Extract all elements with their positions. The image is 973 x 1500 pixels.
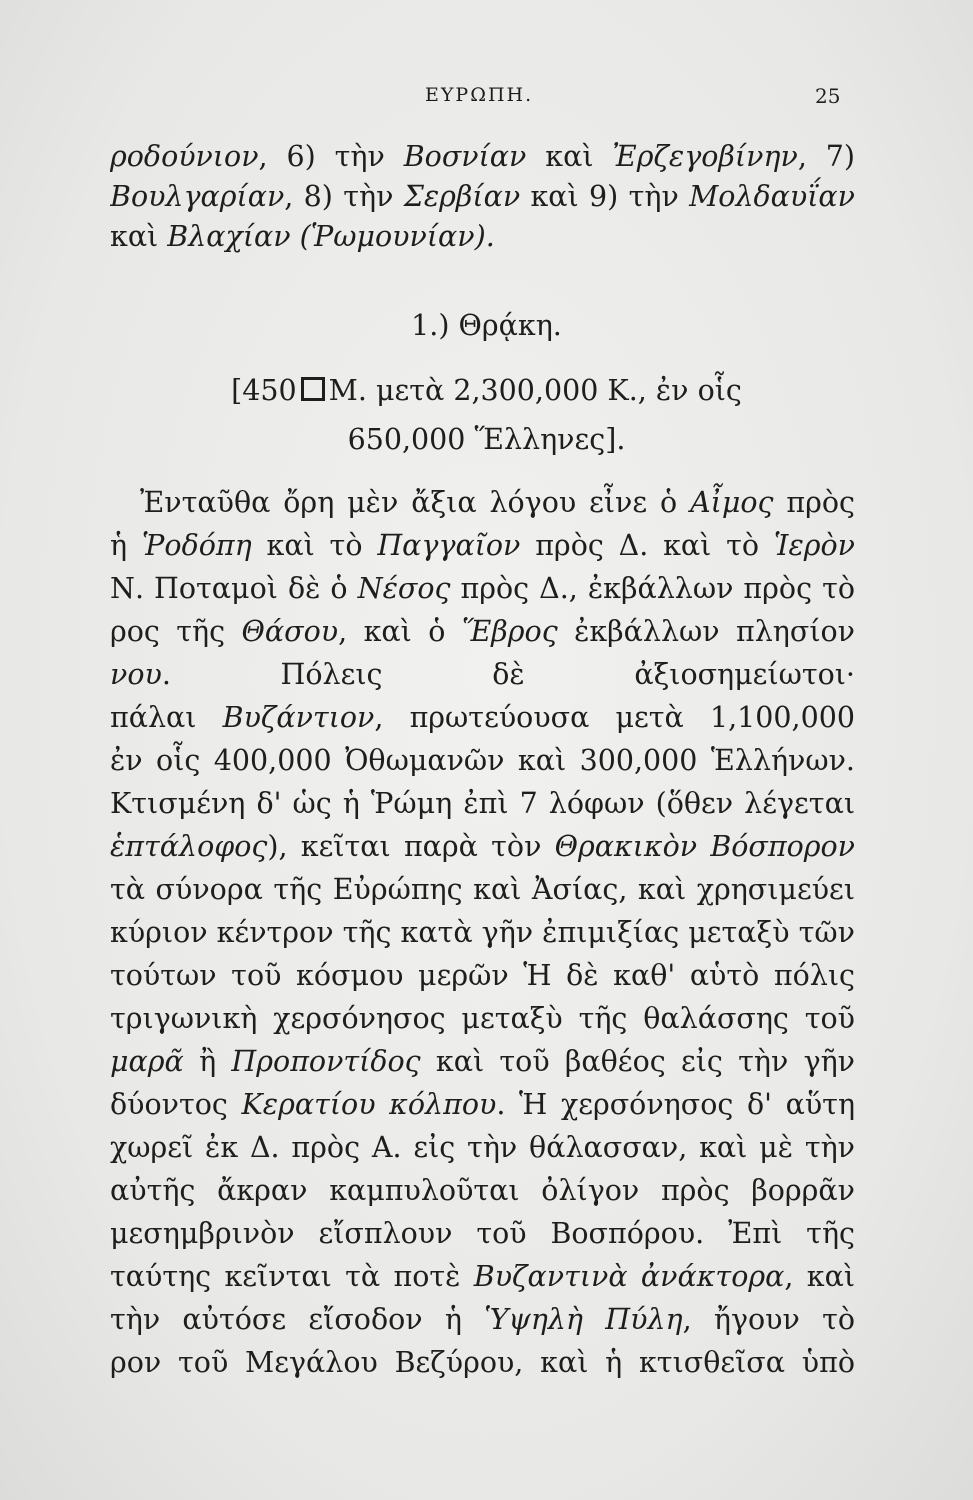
text-run: ροδούνιον	[110, 140, 259, 173]
text-line	[110, 1257, 855, 1297]
text-line	[140, 483, 855, 523]
text-line: χωρεῖ ἐκ Δ. πρὸς Α. εἰς τὴν θάλασσαν, καὶ μὲ τὴν	[110, 1131, 855, 1164]
text-run: Βυζάντιον	[222, 701, 375, 734]
text-run: καὶ	[545, 140, 594, 173]
text-run: πάλαι	[110, 701, 197, 734]
statistics-line: 650,000 Ἕλληνες].	[347, 423, 626, 456]
text-line: αὐτῆς ἄκραν καμπυλοῦται ὀλίγον πρὸς βορρᾶν	[110, 1174, 855, 1207]
running-head: ΕΥΡΩΠΗ.	[425, 84, 534, 106]
text-run: Ν. Ποταμοὶ δὲ ὁ	[110, 572, 348, 605]
text-run: Ἐρζεγοβίνην	[612, 140, 798, 173]
text-line	[110, 569, 855, 609]
text-run: ἡ	[110, 529, 128, 562]
text-run: Κερατίου κόλπου	[241, 1088, 497, 1121]
text-run: καὶ	[110, 220, 159, 253]
text-line	[110, 1042, 855, 1082]
text-run: [450	[231, 374, 297, 407]
text-line	[110, 217, 855, 257]
text-run: Βουλγαρίαν	[110, 180, 285, 213]
section-heading: 1.) Θρᾴκη.	[411, 309, 562, 342]
text-line	[110, 999, 855, 1039]
text-run: τριγωνικὴ χερσόνησος μεταξὺ τῆς θαλάσσης τοῦ	[110, 1002, 855, 1035]
text-line	[110, 1300, 855, 1340]
text-run: Ἐνταῦθα ὄρη μὲν ἄξια λόγου εἶνε ὁ	[140, 486, 678, 519]
text-run: Μ. μετὰ 2,300,000 Κ., ἐν οἷς	[328, 374, 742, 407]
text-run: μαρᾶ	[110, 1045, 184, 1078]
square-area-symbol-icon	[301, 377, 325, 401]
text-run: , ἤγουν τὸ	[682, 1303, 855, 1336]
text-run: καὶ τὸ	[266, 529, 363, 562]
text-run: , 6) τὴν	[258, 140, 385, 173]
text-run: Ἱερὸν	[773, 529, 855, 562]
text-run: Ἕβρος	[461, 615, 558, 648]
text-run: δύοντος	[110, 1088, 228, 1121]
text-run: πρὸς Δ. καὶ τὸ	[535, 529, 760, 562]
text-run: , 8) τὴν	[284, 180, 394, 213]
text-run: Ῥοδόπη	[141, 529, 252, 562]
text-line	[110, 698, 855, 738]
text-line	[110, 612, 855, 652]
text-run: καὶ 9) τὴν	[530, 180, 679, 213]
text-run: ταύτης κεῖνται τὰ ποτὲ	[110, 1260, 461, 1293]
text-run: Σερβίαν	[403, 180, 521, 213]
text-run: , καὶ	[784, 1260, 855, 1293]
page-number: 25	[815, 84, 841, 108]
text-run: Προποντίδος	[231, 1045, 421, 1078]
text-run: Μολδαυΐαν	[689, 180, 855, 213]
text-line: ρον τοῦ Μεγάλου Βεζύρου, καὶ ἡ κτισθεῖσα ὑπὸ	[110, 1346, 855, 1379]
text-run: τὴν αὐτόσε εἴσοδον ἡ	[110, 1303, 462, 1336]
text-run: Βυζαντινὰ ἀνάκτορα	[473, 1260, 785, 1293]
page-header	[0, 84, 973, 114]
text-line: τούτων τοῦ κόσμου μερῶν Ἡ δὲ καθ' αὑτὸ πόλις	[110, 959, 855, 992]
text-run: πρὸς	[786, 486, 855, 519]
text-run: , πρωτεύουσα μετὰ 1,100,000	[374, 701, 855, 734]
text-run: ἐκβάλλων πλησίον	[574, 615, 855, 648]
text-run: Παγγαῖον	[377, 529, 521, 562]
text-line: τὰ σύνορα τῆς Εὐρώπης καὶ Ἀσίας, καὶ χρησιμεύει	[110, 873, 855, 906]
text-line	[110, 526, 855, 566]
text-run: ), κεῖται παρὰ τὸν	[267, 830, 542, 863]
text-line	[110, 1085, 855, 1125]
text-line: ἐν οἷς 400,000 Ὀθωμανῶν καὶ 300,000 Ἑλλήνων.	[110, 744, 855, 777]
text-run: ρος τῆς	[110, 615, 226, 648]
text-run: Βοσνίαν	[403, 140, 527, 173]
text-line: μεσημβρινὸν εἴσπλουν τοῦ Βοσπόρου. Ἐπὶ τῆς	[110, 1217, 855, 1250]
text-line: κύριον κέντρον τῆς κατὰ γῆν ἐπιμιξίας μεταξὺ τῶν	[110, 916, 855, 949]
text-run: Αἶμος	[690, 486, 774, 519]
text-run: πρὸς Δ., ἐκβάλλων πρὸς τὸ	[460, 572, 855, 605]
text-line	[110, 137, 855, 177]
text-run: , 7)	[797, 140, 855, 173]
text-run: . Ἡ χερσόνησος δ' αὕτη	[496, 1088, 855, 1121]
text-line	[110, 655, 855, 695]
text-run: ἑπτάλοφος	[110, 830, 268, 863]
text-line: Κτισμένη δ' ὡς ἡ Ῥώμη ἐπὶ 7 λόφων (ὅθεν λέγεται	[110, 787, 855, 820]
text-run: Θάσου	[241, 615, 339, 648]
text-run: Νέσος	[357, 572, 451, 605]
text-run: ἢ	[199, 1045, 217, 1078]
text-line	[110, 827, 855, 867]
text-run: Θρακικὸν Βόσπορον	[554, 830, 855, 863]
text-run: νου	[110, 658, 162, 691]
text-run: . Πόλεις δὲ ἀξιοσημείωτοι·	[161, 658, 855, 691]
text-run: Ὑψηλὴ Πύλη	[484, 1303, 683, 1336]
text-run: Βλαχίαν (Ῥωμουνίαν).	[167, 220, 495, 253]
text-run: καὶ τοῦ βαθέος εἰς τὴν γῆν	[435, 1045, 855, 1078]
statistics-line	[0, 371, 973, 411]
text-run: , καὶ ὁ	[338, 615, 446, 648]
text-line	[110, 177, 855, 217]
